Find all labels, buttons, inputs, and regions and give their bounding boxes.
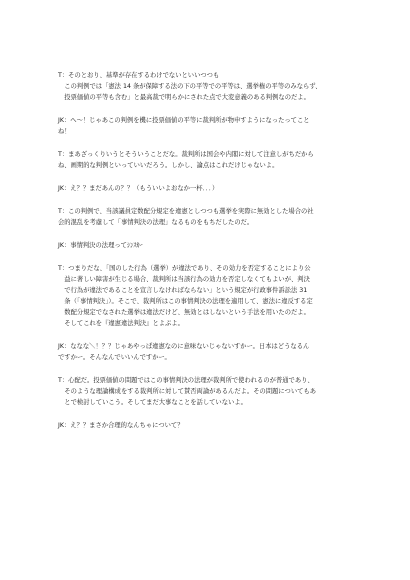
text-line: T：まあざっくりいうとそういうことだな。裁判所は国会や内閣に対して注意しがちだから [58, 151, 314, 158]
text-line: この判例では「憲法 14 条が保障する法の下の平等での平等は、選挙権の平等のみならず、 [58, 83, 322, 90]
text-line: で行為が違法であることを宣言しなければならない」という規定が行政事件訴訟法 31 [58, 287, 308, 294]
text-line: そのような理論構成をする裁判所に対して賛否両論があるんだよ。その問題についてもあ [58, 388, 317, 395]
text-line: 投票価値の平等も含む」と最高裁で明らかにされた点で大変意義のある判例なのだよ。 [58, 94, 310, 101]
text-line: T：この判例で、当該議員定数配分規定を違憲としつつも選挙を実際に無効とした場合の社 [58, 208, 314, 215]
paragraph-5 [58, 206, 358, 228]
text-line: T：そのとおり、基準が存在するわけでないといいつつも [58, 72, 220, 79]
paragraph-2 [58, 115, 358, 137]
text-line: とで検討していこう。そしてまだ大事なことを話していないよ。 [58, 399, 247, 406]
text-line: JK：事情判決の法理ってｼﾝｽｶｰ [58, 242, 143, 249]
text-line: JK：へ〜！じゃあこの判例を機に投票価値の平等に裁判所が物申すようになったってこと [58, 117, 310, 124]
text-line: JK：え？？まだあんの？？（もういいよおなか一杯．．．） [58, 185, 219, 192]
text-line: T：つまりだな、「国のした行為（選挙）が違法であり、その効力を否定することにより公 [58, 265, 311, 272]
text-line: 条（「事情判決」）。そこで、裁判所はこの事情判決の法理を適用して、憲法に違反する定 [58, 298, 313, 305]
text-line: T：心配だ。投票価値の問題ではこの事情判決の法理が裁判所で使われるのが普通であり、 [58, 377, 314, 384]
text-line: JK：ななな＼！？？じゃあやっぱ違憲なのに意味ないじゃないすかー。日本はどうなるん [58, 343, 310, 350]
paragraph-4 [58, 183, 358, 194]
text-line: 会的混乱を考慮して「事情判決の法理」なるものをもちだしたのだ。 [58, 219, 254, 226]
text-line: ね、画期的な判例といっていいだろう。しかし、論点はこれだけじゃないよ。 [58, 162, 279, 169]
text-line: JK：え？？まさか合理的なんちゃについて？ [58, 422, 184, 429]
paragraph-8 [58, 341, 358, 363]
text-line: 益に著しい障害が生じる場合、裁判所は当該行為の効力を否定しなくてもよいが、判決 [58, 276, 310, 283]
paragraph-7 [58, 263, 358, 329]
paragraph-3 [58, 149, 358, 171]
text-line: そしてこれを『違憲違法判決』とよぶよ。 [58, 320, 184, 327]
text-line: ね！ [58, 128, 71, 135]
paragraph-1 [58, 70, 358, 103]
paragraph-6 [58, 240, 358, 251]
text-line: ですかー。そんなんでいいんですかー。 [58, 354, 171, 361]
text-line: 数配分規定でなされた選挙は違法だけど、無効とはしないという手法を用いたのだよ。 [58, 309, 310, 316]
paragraph-10 [58, 420, 358, 431]
paragraph-9 [58, 375, 358, 408]
